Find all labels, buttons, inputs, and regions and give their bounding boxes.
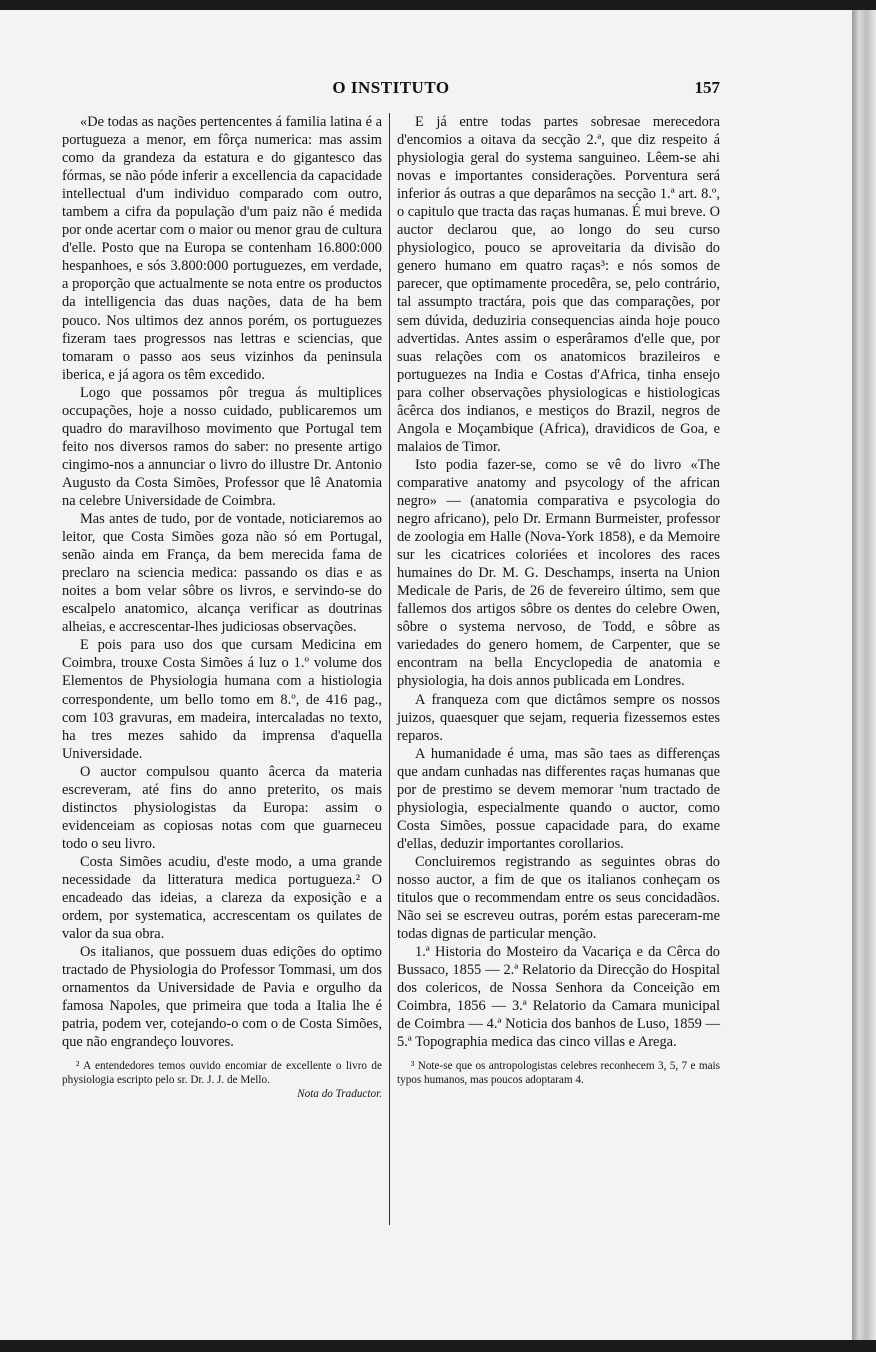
footnote-right [397, 1059, 720, 1087]
paragraph: Isto podia fazer-se, como se vê do livro «The comparative anatomy and psycology of the african negro» — (anatomia comparativa e psycologia do negro africano), pelo Dr. Ermann Burmeister, professor de zoologia em Halle (Nova-York 1858), e da Memoire sur les cicatrices coloriées et incolores des races humaines do Dr. M. G. Deschamps, inserta na Union Medicale de Paris, de 26 de fevereiro último, sem que fallemos dos artigos sôbre os dentes do celebre Owen, sôbre o systema nervoso, de Todd, e sôbre as variedades do genero homem, de Carpenter, que se encontram na bella Encyclopedia de anatomia e physiologia, ha dois annos publicada em Londres. [397, 456, 720, 690]
page-number: 157 [694, 78, 720, 97]
paragraph: Costa Simões acudiu, d'este modo, a uma grande necessidade da litteratura medica portugueza.² O encadeado das ideias, a clareza da exposição e a ordem, por systematica, accrescentam os quilates de valor da sua obra. [62, 853, 382, 943]
book-page [0, 10, 852, 1340]
paragraph: Os italianos, que possuem duas edições do optimo tractado de Physiologia do Professor Tommasi, um dos ornamentos da Universidade de Pavia e orgulho da famosa Napoles, que primeira que toda a Italia lhe é patria, podem ver, cotejando-o com o de Costa Simões, que não engrandeço louvores. [62, 944, 382, 1051]
page-edge [852, 10, 876, 1340]
paragraph: E pois para uso dos que cursam Medicina em Coimbra, trouxe Costa Simões á luz o 1.º volume dos Elementos de Physiologia humana com a histiologia correspondente, um bello tomo em 8.º, de 416 pag., com 103 gravuras, em madeira, intercaladas no texto, ha tres mezes sahido da imprensa d'aquella Universidade. [62, 637, 382, 762]
running-title: O INSTITUTO [332, 78, 450, 97]
right-column [397, 113, 720, 1087]
page-header [62, 78, 720, 108]
paragraph: Mas antes de tudo, por de vontade, noticiaremos ao leitor, que Costa Simões goza não só em Portugal, senão ainda em França, da bem merecida fama de preclaro na sciencia medica: passando os dias e as noites a bom velar sôbre os livros, e servindo-se do escalpelo anatomico, alcança verificar as doutrinas alheias, e accrescentar-lhes judiciosas observações. [62, 511, 382, 636]
paragraph: E já entre todas partes sobresae merecedora d'encomios a oitava da secção 2.ª, que diz respeito á physiologia geral do systema sanguineo. Lêem-se ahi novas e importantes considerações. Porventura será inferior ás outras a que deparâmos na secção 1.ª art. 8.º, o capitulo que tracta das raças humanas. É mui breve. O auctor declarou que, ao longo do seu curso physiologico, pouco se aproveitaria da divisão do genero humano em quatro raças³: e nós somos de parecer, que optimamente procedêra, se, pelo contrário, tal assumpto tractára, pois que das comparações, por sem dúvida, deduziria consequencias ainda hoje pouco advertidas. Antes assim o esperâramos d'elle que, por suas relações com os anatomicos brazileiros e portuguezes na India e Costas d'Africa, tinha ensejo para colher observações physiologicas e histiologicas âcêrca dos indianos, e mestiços do Brazil, negros de Angola e Moçambique (Africa), dravidicos de Goa, e malaios de Timor. [397, 114, 720, 455]
paragraph: O auctor compulsou quanto âcerca da materia escreveram, até fins do anno preterito, os mais distinctos physiologistas da Europa: assim o evidenceiam as copiosas notas com que guarneceu todo o seu livro. [62, 763, 382, 852]
works-list: 1.ª Historia do Mosteiro da Vacariça e da Cêrca do Bussaco, 1855 — 2.ª Relatorio da Direcção do Hospital dos colericos, de Nossa Senhora da Conceição em Coimbra, 1856 — 3.ª Relatorio da Camara municipal de Coimbra — 4.ª Noticia dos banhos de Luso, 1859 — 5.ª Topographia medica das cinco villas e Arega. [397, 944, 720, 1051]
paragraph: Logo que possamos pôr tregua ás multiplices occupações, hoje a nosso cuidado, publicaremos um quadro do maravilhoso movimento que Portugal tem feito nos diversos ramos do saber: no presente artigo cingimo-nos a annunciar o livro do illustre Dr. Antonio Augusto da Costa Simões, Professor que lê Anatomia na celebre Universidade de Coimbra. [62, 384, 382, 509]
paragraph: Concluiremos registrando as seguintes obras do nosso auctor, a fim de que os italianos conheçam os titulos que o recommendam entre os seus concidadãos. Não sei se escreveu outras, porém estas pareceram-me todas dignas de particular menção. [397, 853, 720, 943]
column-divider [389, 113, 390, 1225]
footnote-left [62, 1059, 382, 1101]
paragraph: A franqueza com que dictâmos sempre os nossos juizos, quaesquer que sejam, requeria fizessemos estes reparos. [397, 691, 720, 744]
left-column [62, 113, 382, 1101]
footnote-text: ² A entendedores temos ouvido encomiar de excellente o livro de physiologia escripto pelo sr. Dr. J. J. de Mello. [62, 1060, 382, 1087]
paragraph: A humanidade é uma, mas são taes as differenças que andam cunhadas nas differentes raças humanas que por de prestimo se devem memorar 'num tractado de physiologia, especialmente quando o auctor, como Costa Simões, possue capacidade para, do exame d'ellas, deduzir importantes corollarios. [397, 745, 720, 852]
footnote-text: ³ Note-se que os antropologistas celebres reconhecem 3, 5, 7 e mais typos humanos, mas poucos adoptaram 4. [397, 1060, 720, 1087]
footnote-signature: Nota do Traductor. [297, 1088, 382, 1101]
paragraph: «De todas as nações pertencentes á familia latina é a portugueza a menor, em fôrça numerica: mas assim como da grandeza da estatura e do gigantesco das fórmas, se não póde inferir a excellencia da capacidade intellectual d'um individuo comparado com outro, tambem a cifra da população d'um paiz não é medida por onde acertar com o maior ou menor grau de cultura d'elle. Posto que na Europa se contenham 16.800:000 hespanhoes, e sós 3.800:000 portuguezes, em verdade, a proporção que actualmente se nota entre os productos da intelligencia das duas nações, data de ha bem pouco. Nos ultimos dez annos porém, os portuguezes fizeram taes progressos nas lettras e sciencias, que tomaram o passo aos seus vizinhos da peninsula iberica, e já agora os têm excedido. [62, 114, 382, 383]
